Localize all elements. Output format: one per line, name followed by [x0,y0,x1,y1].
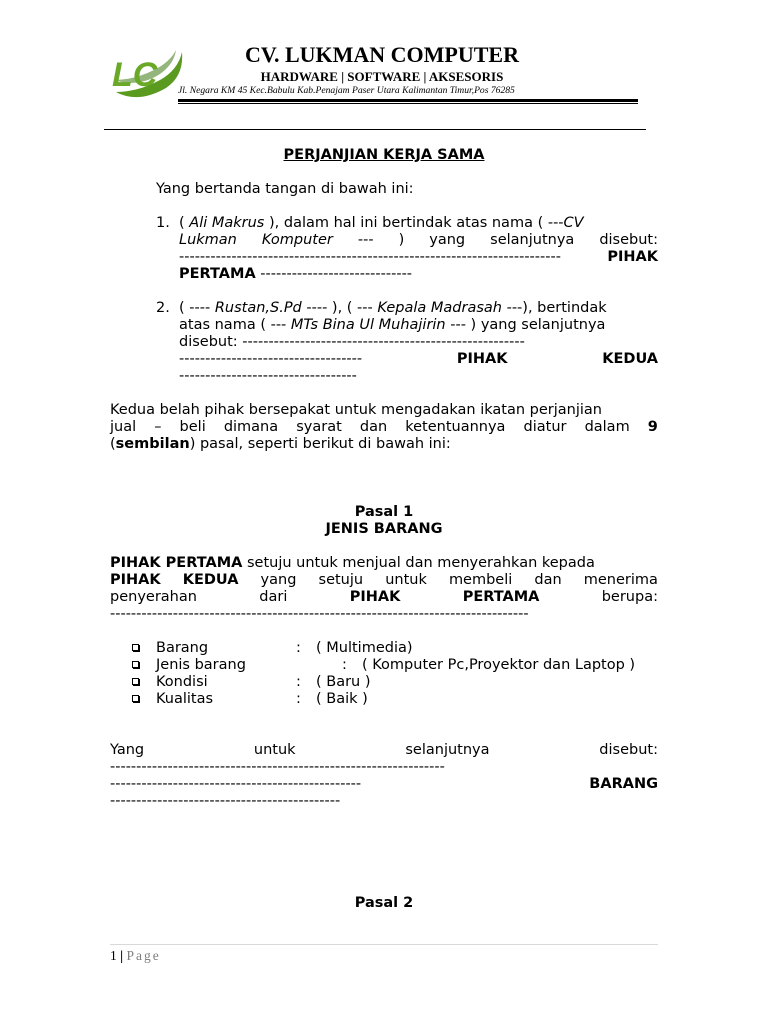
party2-name: Rustan,S.Pd [214,300,302,316]
party1-line2: Lukman Komputer --- ) yang selanjutnya disebut: [179,232,658,248]
barang-label: BARANG [589,776,658,792]
pasal-count: 9 [647,419,658,435]
party1-name: Ali Makrus [189,215,265,231]
pasal1-paragraph: PIHAK PERTAMA setuju untuk menjual dan menyerahkan kepada PIHAK KEDUA yang setuju untuk membeli dan menerima penyerahan dari PIHAK PERTAMA berupa: -------------------------------------------------------------------------------- [110,555,658,622]
letterhead-rule-thin [178,103,638,104]
party2-line1: ( ---- Rustan,S.Pd ---- ), ( --- Kepala Madrasah ---), bertindak [179,300,607,316]
party1-line3: ------------------------------------------------------------------------- PIHAK [179,249,658,265]
checkbox-bullet-icon [132,678,139,685]
barang-definition: Yang untuk selanjutnya disebut: ---------------------------------------------------------------- ------------------------------------------------ BARANG -------------------------------------------- [110,742,658,809]
letterhead-rule-thick [178,99,638,102]
party2-line2: atas nama ( --- MTs Bina Ul Muhajirin --- ) yang selanjutnya [179,317,606,333]
checkbox-bullet-icon [132,695,139,702]
document-title: PERJANJIAN KERJA SAMA [283,147,485,163]
page-label: Page [126,948,161,963]
pasal2-heading: Pasal 2 [354,895,414,911]
agreement-paragraph: Kedua belah pihak bersepakat untuk mengadakan ikatan perjanjian jual – beli dimana syarat dan ketentuannya diatur dalam 9 (sembilan) pasal, seperti berikut di bawah ini: [110,402,658,452]
party2-block [179,300,658,385]
page-footer: 1 | Page [110,948,161,963]
party1-block [179,215,658,283]
company-logo [108,42,188,104]
party1-label: PERTAMA [179,266,256,282]
page-number: 1 [110,948,117,963]
checkbox-bullet-icon [132,661,139,668]
pasal1-heading: Pasal 1 [354,504,414,520]
header-separator [104,129,646,130]
party1-line1: ( Ali Makrus ), dalam hal ini bertindak atas nama ( ---CV [179,215,584,231]
party1-number: 1. [156,215,170,231]
footer-rule [110,944,658,945]
party2-label: KEDUA [602,351,658,367]
party2-number: 2. [156,300,170,316]
intro-text: Yang bertanda tangan di bawah ini: [156,181,414,197]
logo-text: LC [112,56,158,94]
company-address: Jl. Negara KM 45 Kec.Babulu Kab.Penajam Paser Utara Kalimantan Timur,Pos 76285 [178,85,515,96]
party2-line5: ---------------------------------- [179,368,357,384]
party2-line4: ----------------------------------- PIHAK KEDUA [179,351,658,367]
pasal1-subheading: JENIS BARANG [325,521,443,537]
party2-line3: disebut: ------------------------------------------------------ [179,334,525,350]
party1-line4: PERTAMA ----------------------------- [179,266,413,282]
checkbox-bullet-icon [132,644,139,651]
company-name: CV. LUKMAN COMPUTER [245,42,519,67]
company-tagline: HARDWARE | SOFTWARE | AKSESORIS [260,69,504,84]
